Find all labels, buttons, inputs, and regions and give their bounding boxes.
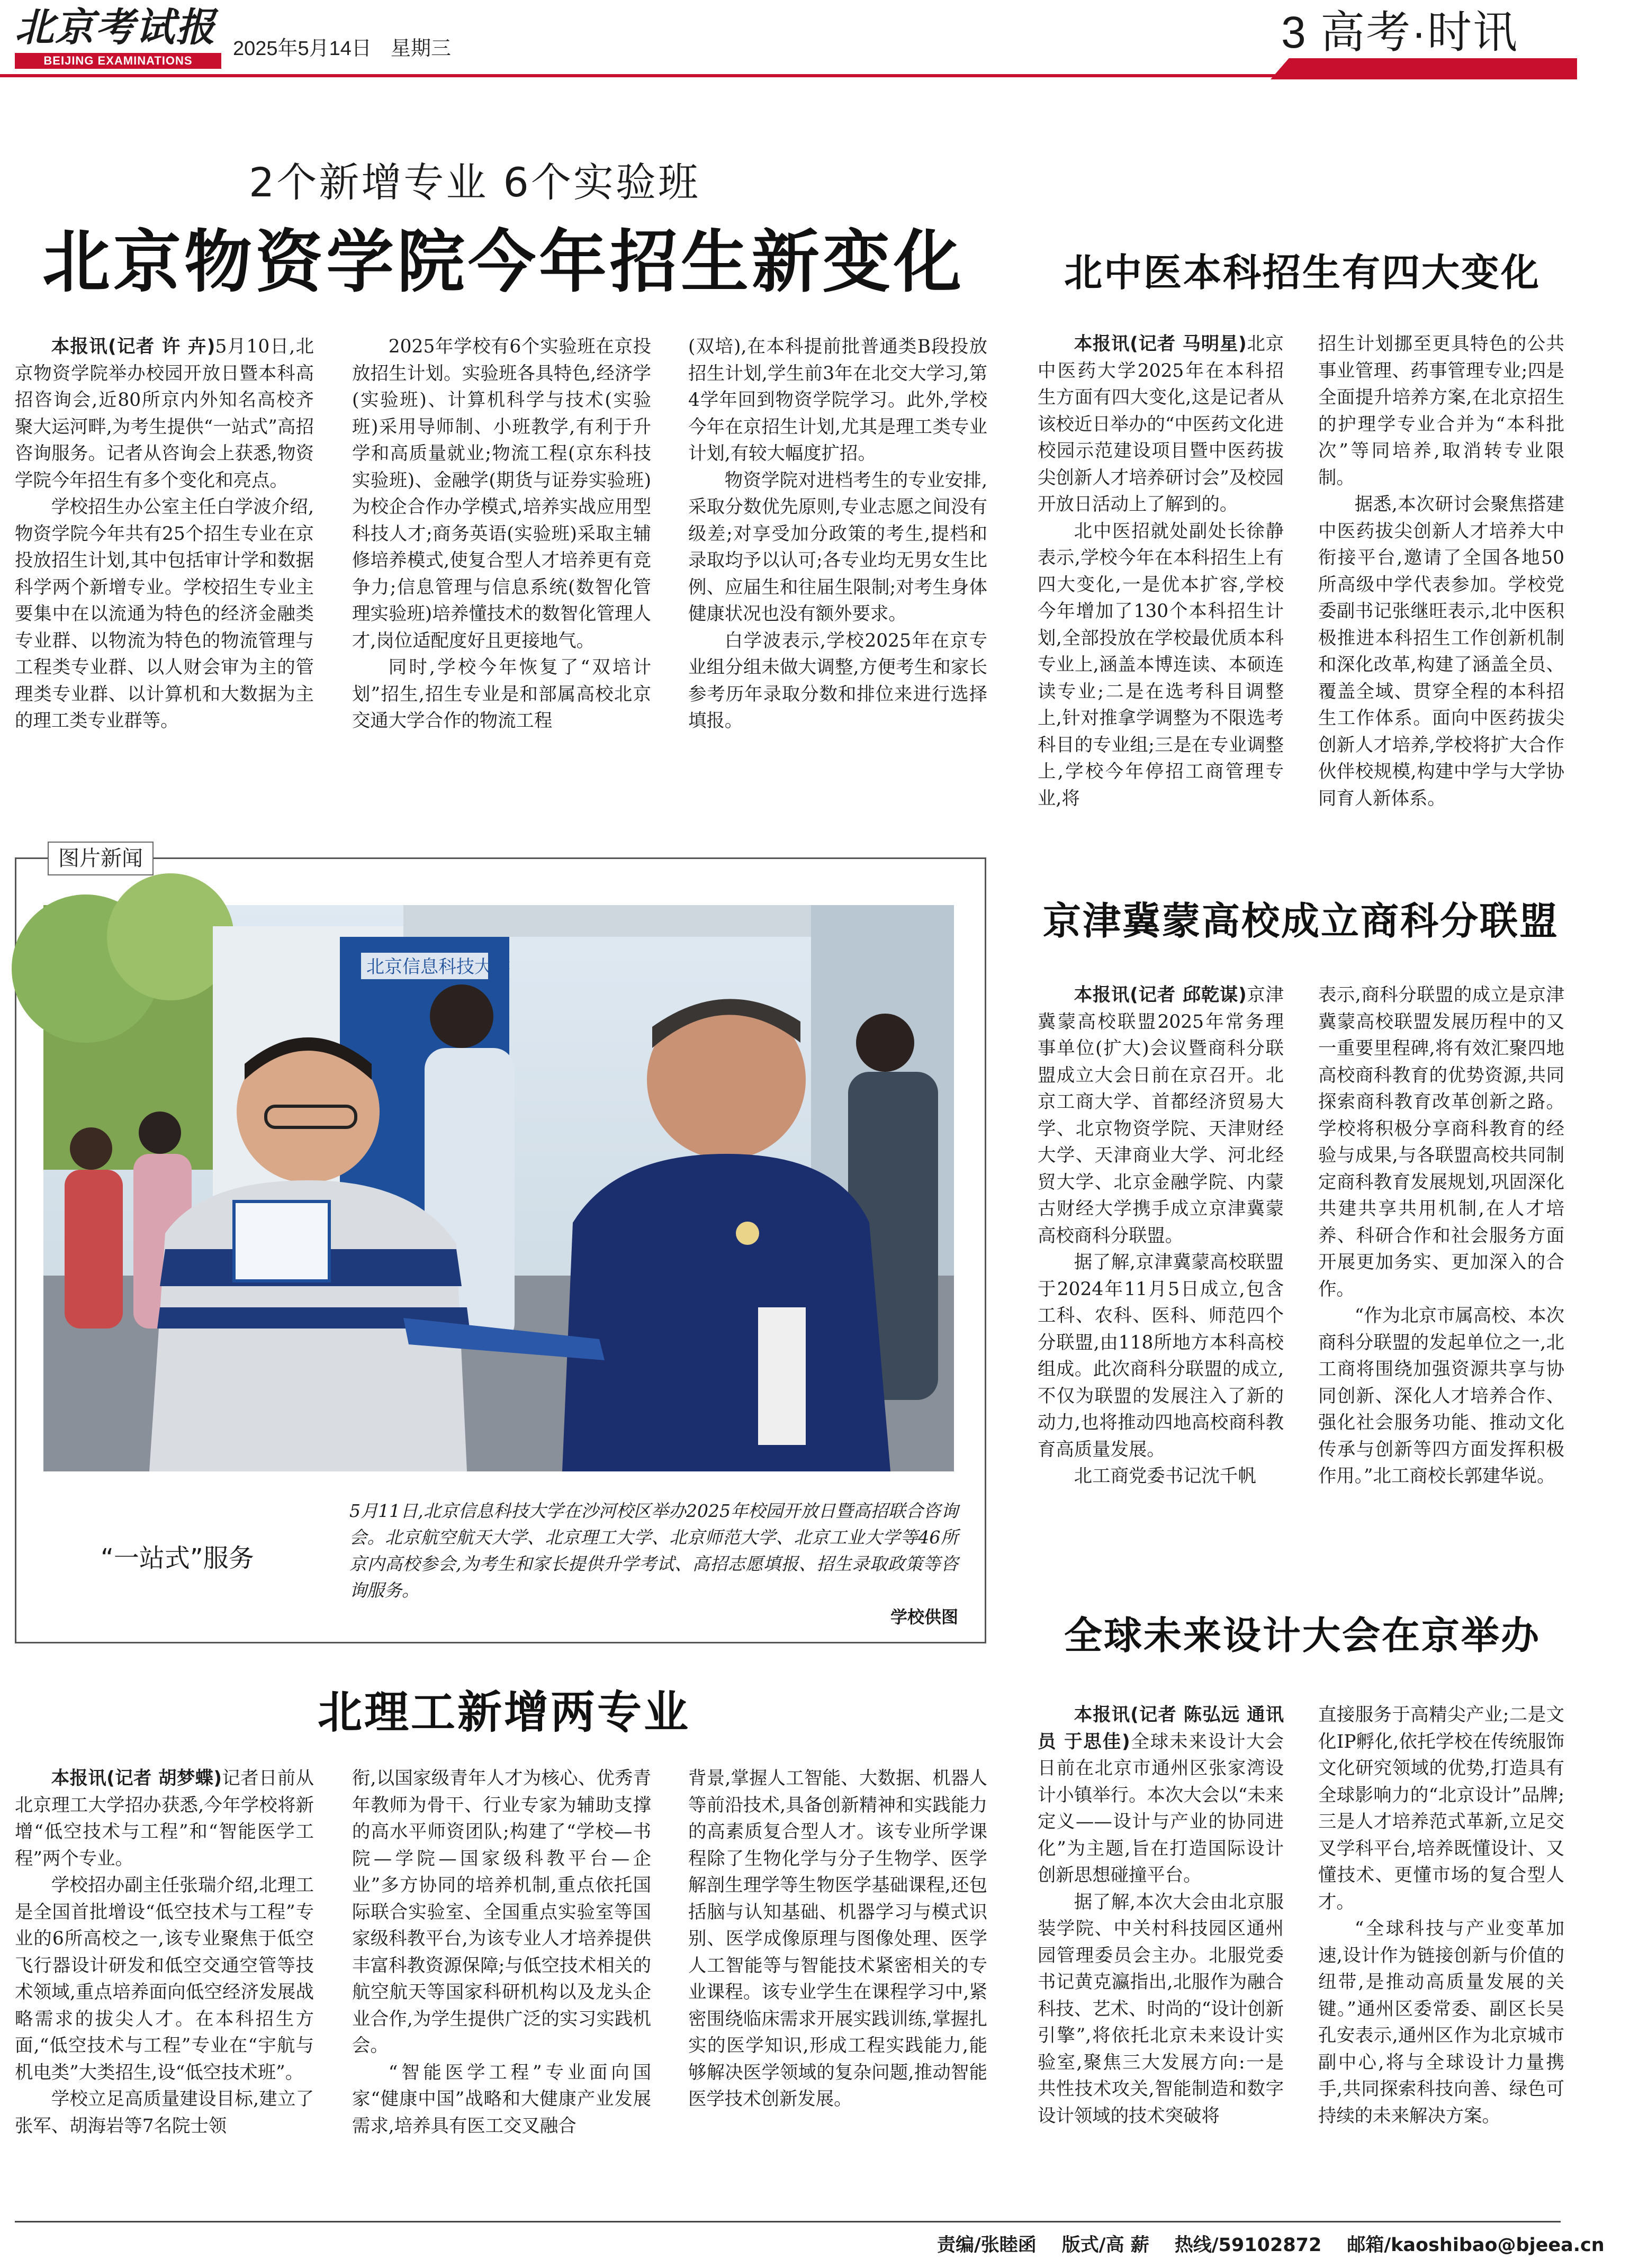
weekday: 星期三 [390,38,451,60]
page-section-label [1281,3,1578,67]
article3-lead: 本报讯(记者 邱乾谋) [1074,984,1247,1006]
article5-headline: 北理工新增两专业 [318,1686,691,1738]
article1-paragraph: (双培),在本科提前批普通类B段投放招生计划,学生前3年在北交大学习,第4学年回到物资学院学习。此外,学校今年在京招生计划,尤其是理工类专业计划,有较大幅度扩招。 [688,336,987,464]
article1-paragraph: 同时,学校今年恢复了“双培计划”招生,招生专业是和部属高校北京交通大学合作的物流工程 [352,657,651,731]
article5-lead: 本报讯(记者 胡梦蝶) [51,1768,222,1789]
photo-credit: 学校供图 [890,1607,958,1627]
article1-paragraph: 学校招生办公室主任白学波介绍,物资学院今年共有25个招生专业在京投放招生计划,其中包括审计学和数据科学两个新增专业。学校招生专业主要集中在以流通为特色的经济金融类专业群、以物流为特色的物流管理与工程类专业群、以人财会审为主的管理类专业群、以计算机和大数据为主的理工类专业群等。 [15,496,314,731]
article1-headline: 北京物资学院今年招生新变化 [42,222,965,302]
news-photo [43,905,954,1471]
page-section: 高考·时讯 [1320,7,1519,57]
article5-paragraph: 背景,掌握人工智能、大数据、机器人等前沿技术,具备创新精神和实践能力的高素质复合型人才。该专业所学课程除了生物化学与分子生物学、医学解剖生理学等生物医学基础课程,还包括脑与认知基础、机器学习与模式识别、医学成像原理与图像处理、医学人工智能等与智能技术紧密相关的专业课程。该专业学生在课程学习中,紧密围绕临床需求开展实践训练,掌握扎实的医学知识,形成工程实践能力,能够解决医学领域的复杂问题,推动智能医学技术创新发展。 [688,1768,987,2110]
photo-caption-text: 5月11日,北京信息科技大学在沙河校区举办2025年校园开放日暨高招联合咨询会。北京航空航天大学、北京理工大学、北京师范大学、北京工业大学等46所京内高校参会,为考生和家长提供升学考试、高招志愿填报、招生录取政策等咨询服务。 [349,1501,958,1601]
footer-editor: 责编/张睦函 [937,2235,1037,2256]
photo-news-tag: 图片新闻 [48,842,154,875]
article1-paragraph: 物资学院对进档考生的专业安排,采取分数优先原则,专业志愿之间没有级差;对享受加分政策的考生,提档和录取均予以认可;各专业均无男女生比例、应届生和往届生限制;对考生身体健康状况也没有额外要求。 [688,469,987,625]
header-rule [0,74,1577,77]
article5-paragraph: 学校招办副主任张瑞介绍,北理工是全国首批增设“低空技术与工程”专业的6所高校之一,该专业聚焦于低空飞行器设计研发和低空交通空管等技术领域,重点培养面向低空经济发展战略需求的拔尖人才。在本科招生方面,“低空技术与工程”专业在“宇航与机电类”大类招生,设“低空技术班”。 [15,1875,314,2083]
article1-column-1 [15,333,314,805]
article3-paragraph: 据了解,京津冀蒙高校联盟于2024年11月5日成立,包含工科、农科、医科、师范四个分联盟,由118所地方本科高校组成。此次商科分联盟的成立,不仅为联盟的发展注入了新的动力,也将推动四地高校商科教育高质量发展。 [1038,1252,1284,1460]
masthead [15,5,221,69]
article1-paragraph: 白学波表示,学校2025年在京专业组分组未做大调整,方便考生和家长参考历年录取分数和排位来进行选择填报。 [688,630,987,731]
footer-rule [15,2221,1561,2222]
article3-headline: 京津冀蒙高校成立商科分联盟 [1043,898,1560,943]
article4-paragraph: “全球科技与产业变革加速,设计作为链接创新与价值的纽带,是推动高质量发展的关键。”通州区委常委、副区长吴孔安表示,通州区作为北京城市副中心,将与全球设计力量携手,共同探索科技向善、绿色可持续的未来解决方案。 [1318,1918,1564,2127]
article4-column-2 [1318,1702,1564,2210]
article4-paragraph: 直接服务于高精尖产业;二是文化IP孵化,依托学校在传统服饰文化研究领域的优势,打造具有全球影响力的“北京设计”品牌;三是人才培养范式革新,立足交叉学科平台,培养既懂设计、又懂技术、更懂市场的复合型人才。 [1318,1704,1564,1913]
article2-column-1 [1038,331,1284,844]
masthead-subtitle: BEIJING EXAMINATIONS [15,53,221,69]
article2-column-2 [1318,331,1564,844]
article3-paragraph: 京津冀蒙高校联盟2025年常务理事单位(扩大)会议暨商科分联盟成立大会日前在京召开。北京工商大学、首都经济贸易大学、北京物资学院、天津财经大学、天津商业大学、河北经贸大学、北京金融学院、内蒙古财经大学携手成立京津冀蒙高校商科分联盟。 [1038,984,1284,1246]
footer-credits [937,2230,1630,2257]
article5-paragraph: 记者日前从北京理工大学招办获悉,今年学校将新增“低空技术与工程”和“智能医学工程”两个专业。 [15,1768,314,1869]
article1-paragraph: 5月10日,北京物资学院举办校园开放日暨本科高招咨询会,近80所京内外知名高校齐聚大运河畔,为考生提供“一站式”高招咨询服务。记者从咨询会上获悉,物资学院今年招生有多个变化和亮点。 [15,336,314,491]
article5-paragraph: “智能医学工程”专业面向国家“健康中国”战略和大健康产业发展需求,培养具有医工交叉融合 [352,2062,651,2137]
article2-paragraph: 北中医招就处副处长徐静表示,学校今年在本科招生上有四大变化,一是优本扩容,学校今年增加了130个本科招生计划,全部投放在学校最优质本科专业上,涵盖本博连读、本硕连读专业;二是在选考科目调整上,针对推拿学调整为不限选考科目的专业组;三是在专业调整上,学校今年停招工商管理专业,将 [1038,520,1284,809]
article2-lead: 本报讯(记者 马明星) [1074,333,1247,355]
photo-caption [349,1498,958,1630]
article4-lead: 本报讯(记者 陈弘远 通讯员 于思佳) [1038,1704,1284,1752]
issue-date [233,32,470,61]
article2-headline: 北中医本科招生有四大变化 [1064,250,1541,295]
date: 2025年5月14日 [233,38,372,60]
article5-paragraph: 衔,以国家级青年人才为核心、优秀青年教师为骨干、行业专家为辅助支撑的高水平师资团队;构建了“学校—书院—学院—国家级科教平台—企业”多方协同的培养机制,重点依托国际联合实验室、全国重点实验室等国家级科教平台,为该专业人才培养提供丰富科教资源保障;与低空技术相关的航空航天等国家科研机构以及龙头企业合作,为学生提供广泛的实习实践机会。 [352,1768,651,2056]
article1-lead: 本报讯(记者 许 卉) [51,336,215,357]
article4-paragraph: 据了解,本次大会由北京服装学院、中关村科技园区通州园管理委员会主办。北服党委书记黄克瀛指出,北服作为融合科技、艺术、时尚的“设计创新引擎”,将依托北京未来设计实验室,聚焦三大发展方向:一是共性技术攻关,智能制造和数字设计领域的技术突破将 [1038,1891,1284,2127]
article4-headline: 全球未来设计大会在京举办 [1064,1613,1541,1658]
masthead-title: 北京考试报 [15,5,216,50]
article3-paragraph: “作为北京市属高校、本次商科分联盟的发起单位之一,北工商将围绕加强资源共享与协同创新、深化人才培养合作、强化社会服务功能、推动文化传承与创新等四方面发挥积极作用。”北工商校长郭建华说。 [1318,1305,1564,1487]
article5-column-2 [352,1765,651,2215]
article3-paragraph: 表示,商科分联盟的成立是京津冀蒙高校联盟发展历程中的又一重要里程碑,将有效汇聚四地高校商科教育的优势资源,共同探索商科教育改革创新之路。学校将积极分享商科教育的经验与成果,与各联盟高校共同制定商科教育发展规划,巩固深化共建共享共用机制,在人才培养、科研合作和社会服务方面开展更加务实、更加深入的合作。 [1318,984,1564,1300]
photo-news-title: “一站式”服务 [101,1543,254,1573]
footer-layout: 版式/高 薪 [1061,2235,1149,2256]
news-photo-illustration [43,905,954,1471]
article5-column-3 [688,1765,987,2215]
article4-column-1 [1038,1702,1284,2210]
article4-paragraph: 全球未来设计大会日前在北京市通州区张家湾设计小镇举行。本次大会以“未来定义——设计与产业的协同进化”为主题,旨在打造国际设计创新思想碰撞平台。 [1038,1731,1284,1886]
article1-column-3 [688,333,987,805]
footer-hotline: 热线/59102872 [1174,2235,1322,2256]
article3-column-2 [1318,982,1564,1548]
sign-text: 北京信息科技大学 [366,956,510,978]
article1-column-2 [352,333,651,805]
article1-subhead: 2个新增专业 6个实验班 [249,159,700,206]
article2-paragraph: 北京中医药大学2025年在本科招生方面有四大变化,这是记者从该校近日举办的“中医药文化进校园示范建设项目暨中医药拔尖创新人才培养研讨会”及校园开放日活动上了解到的。 [1038,333,1284,515]
article2-paragraph: 据悉,本次研讨会聚焦搭建中医药拔尖创新人才培养大中衔接平台,邀请了全国各地50所高级中学代表参加。学校党委副书记张继旺表示,北中医积极推进本科招生工作创新机制和深化改革,构建了涵盖全员、覆盖全域、贯穿全程的本科招生工作体系。面向中医药拔尖创新人才培养,学校将扩大合作伙伴校规模,构建中学与大学协同育人新体系。 [1318,494,1564,809]
article3-column-1 [1038,982,1284,1548]
article2-paragraph: 招生计划挪至更具特色的公共事业管理、药事管理专业;四是全面提升培养方案,在北京招生的护理学专业合并为“本科批次”等同培养,取消转专业限制。 [1318,333,1564,489]
article5-column-1 [15,1765,314,2215]
page-number: 3 [1281,7,1307,57]
article1-paragraph: 2025年学校有6个实验班在京投放招生计划。实验班各具特色,经济学(实验班)、计算机科学与技术(实验班)采用导师制、小班教学,有利于升学和高质量就业;物流工程(京东科技实验班)、金融学(期货与证券实验班)为校企合作办学模式,培养实战应用型科技人才;商务英语(实验班)采取主辅修培养模式,使复合型人才培养更有竞争力;信息管理与信息系统(数智化管理实验班)培养懂技术的数智化管理人才,岗位适配度好且更接地气。 [352,336,651,652]
footer-email: 邮箱/kaoshibao@bjeea.cn [1347,2235,1605,2256]
article3-paragraph: 北工商党委书记沈千帆 [1074,1466,1256,1487]
article5-paragraph: 学校立足高质量建设目标,建立了张军、胡海岩等7名院士领 [15,2089,314,2137]
